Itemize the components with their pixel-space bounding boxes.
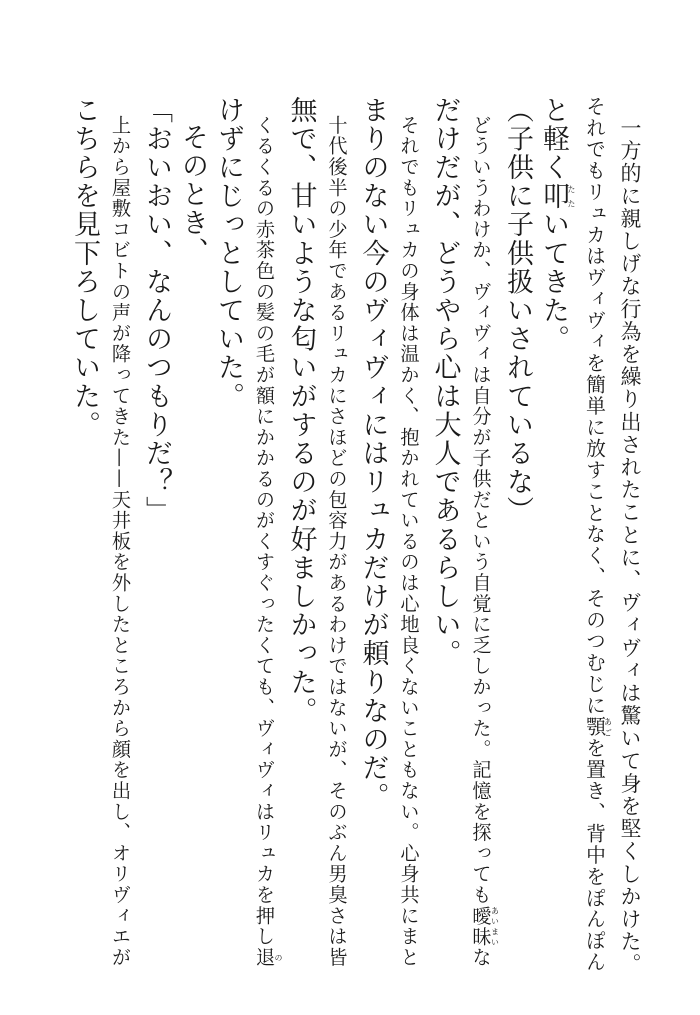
text-segment: と軽く: [538, 96, 569, 182]
text-line-6: だけだが、どうやら心は大人であるらしい。: [429, 96, 461, 668]
text-line-9: 十代後半の少年であるリュカにさほどの包容力があるわけではないが、そのぶん男臭さは皆: [325, 115, 349, 968]
text-line-5: [463, 96, 500, 976]
text-line-8: まりのない今のヴィヴィにはリュカだけが頼りなのだ。: [357, 96, 389, 811]
text-line-16: こちらを見下ろしていた。: [69, 96, 100, 440]
text-line-11: [246, 96, 283, 976]
text-line-14: 「おいおい、なんのつもりだ？」: [141, 96, 172, 525]
ruby-word: 退の: [253, 947, 283, 968]
text-segment: どういうわけか、ヴィヴィは自分が子供だという自覚に乏しかった。記憶を探っても: [469, 115, 493, 906]
text-line-3: [535, 96, 576, 976]
text-segment: それでもリュカはヴィヴィを簡単に放すことなく、そのつむじに: [582, 96, 606, 717]
text-segment: な: [469, 947, 493, 969]
text-line-4: （子供に子供扱いされているな）: [502, 96, 533, 525]
text-line-2: [576, 96, 613, 976]
text-line-13: そのとき、: [177, 123, 208, 266]
vertical-text-body: [66, 96, 648, 976]
text-segment: くるくるの赤茶色の髪の毛が額にかかるのがくすぐったくても、ヴィヴィはリュカを押し: [253, 115, 276, 948]
text-segment: いてきた。: [538, 210, 569, 354]
text-segment: を置き、背中をぽんぽん: [582, 737, 606, 973]
ruby-word: 顎あご: [582, 716, 613, 738]
text-line-15: 上から屋敷コビトの声が降ってきた——天井板を外したところから顔を出し、オリヴィエが: [109, 115, 132, 968]
text-line-1: 一方的に親しげな行為を繰り出されたことに、ヴィヴィは驚いて身を堅くしかけた。: [618, 117, 642, 976]
text-line-7: それでもリュカの身体は温かく、抱かれているのは心地良くないこともない。心身共にまと: [397, 115, 421, 968]
text-line-10: 無で、甘いような匂いがするのが好ましかった。: [285, 96, 317, 726]
ruby-word: 叩たた: [538, 181, 576, 211]
ruby-word: 曖昧あいまい: [469, 905, 500, 948]
text-line-12: けずにじっとしていた。: [213, 96, 244, 411]
